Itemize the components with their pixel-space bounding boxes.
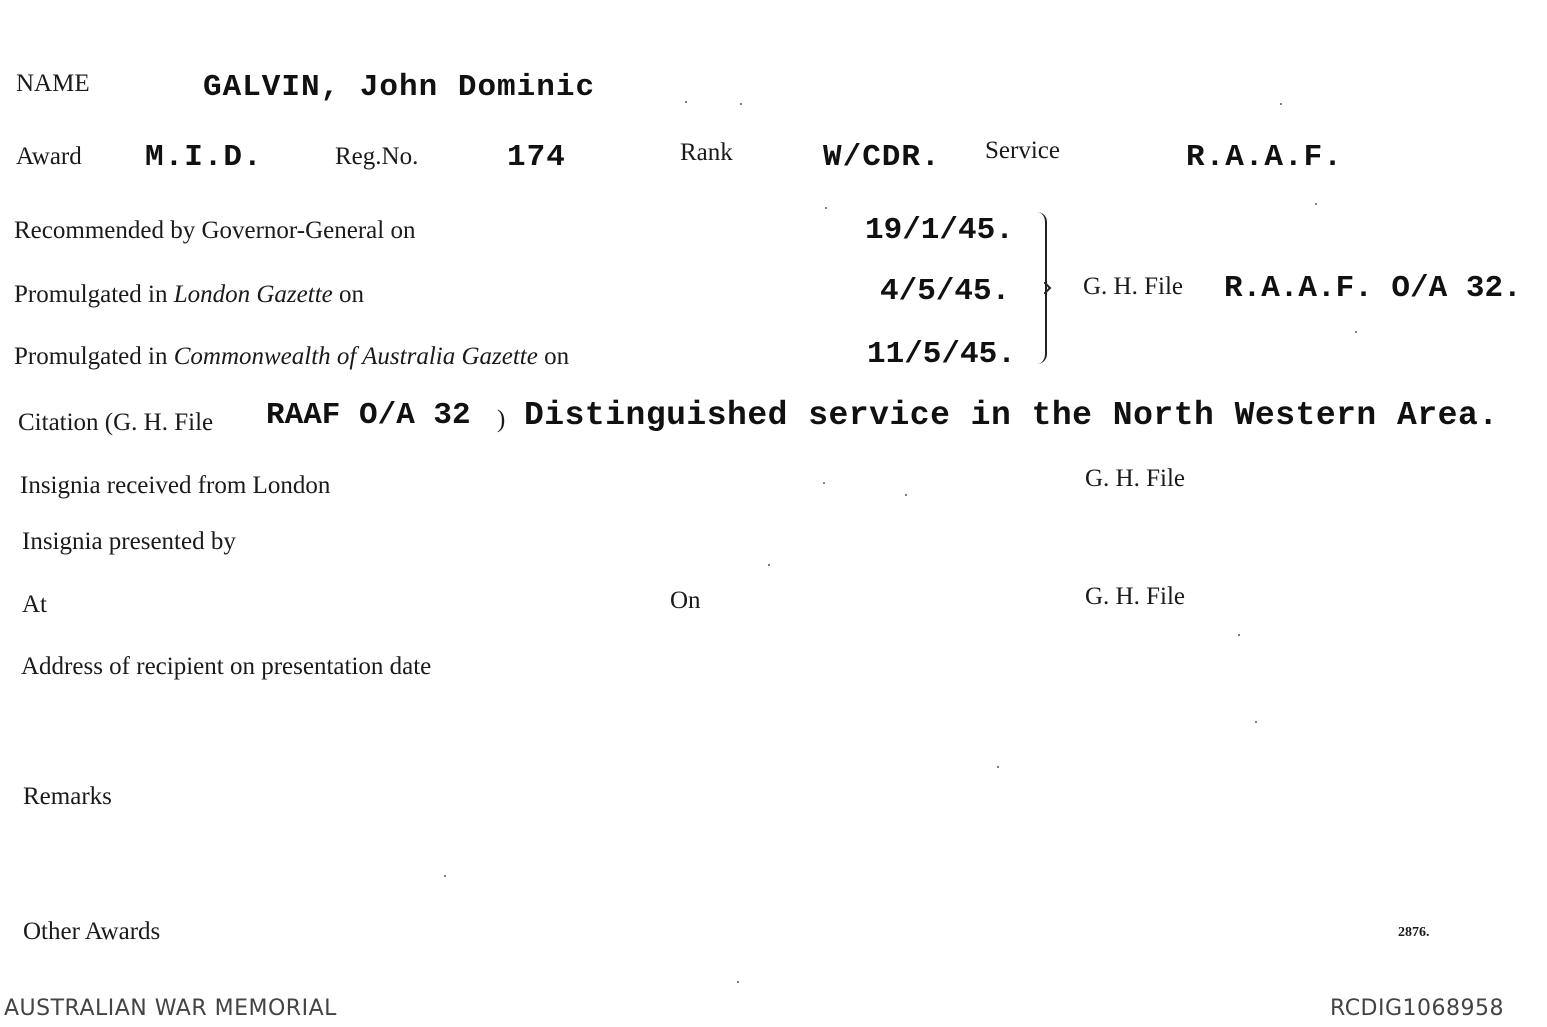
scan-speck	[740, 103, 742, 105]
remarks-label: Remarks	[23, 783, 112, 810]
scan-speck	[737, 981, 739, 983]
london-gazette-label: Promulgated in London Gazette on	[14, 281, 364, 308]
footer-left: AUSTRALIAN WAR MEMORIAL	[4, 996, 337, 1021]
scan-speck	[1255, 721, 1257, 723]
commonwealth-gazette-date: 11/5/45.	[867, 337, 1016, 372]
scan-speck	[1238, 634, 1240, 636]
recommended-label: Recommended by Governor-General on	[14, 217, 416, 244]
reg-no-value: 174	[507, 140, 566, 175]
service-label: Service	[985, 137, 1060, 164]
rank-value: W/CDR.	[823, 140, 941, 175]
address-label: Address of recipient on presentation date	[21, 653, 432, 680]
insignia-received-label: Insignia received from London	[20, 472, 331, 499]
at-label: At	[22, 591, 47, 618]
award-label: Award	[16, 143, 82, 170]
gh-file-value: R.A.A.F. O/A 32.	[1224, 271, 1522, 306]
scan-speck	[1315, 203, 1317, 205]
scan-speck	[997, 766, 999, 768]
name-value: GALVIN, John Dominic	[203, 70, 596, 105]
service-value: R.A.A.F.	[1186, 140, 1343, 175]
award-value: M.I.D.	[145, 140, 263, 175]
reg-no-label: Reg.No.	[335, 143, 419, 170]
scan-speck	[768, 564, 770, 566]
citation-close: )	[497, 406, 506, 433]
brace-tip	[1044, 282, 1052, 294]
london-gazette-date: 4/5/45.	[880, 274, 1011, 309]
on-label: On	[670, 587, 701, 614]
scan-speck	[685, 101, 687, 103]
commonwealth-gazette-label: Promulgated in Commonwealth of Australia Gazette on	[14, 343, 570, 370]
scan-speck	[1355, 331, 1357, 333]
other-awards-label: Other Awards	[23, 918, 161, 945]
rank-label: Rank	[680, 139, 733, 166]
scan-speck	[1280, 103, 1282, 105]
at-gh-label: G. H. File	[1085, 583, 1185, 610]
citation-file: RAAF O/A 32	[266, 398, 471, 433]
citation-text: Distinguished service in the North Western Area.	[524, 397, 1499, 434]
scan-speck	[823, 482, 825, 484]
recommended-date: 19/1/45.	[865, 213, 1014, 248]
footer-right: RCDIG1068958	[1330, 996, 1505, 1021]
scan-speck	[825, 207, 827, 209]
scan-speck	[905, 494, 907, 496]
citation-label: Citation (G. H. File	[18, 409, 214, 436]
gh-file-label: G. H. File	[1083, 273, 1183, 300]
scan-speck	[444, 875, 446, 877]
name-label: NAME	[16, 70, 90, 97]
form-number: 2876.	[1398, 925, 1430, 940]
insignia-received-gh-label: G. H. File	[1085, 465, 1185, 492]
insignia-presented-label: Insignia presented by	[22, 528, 236, 555]
